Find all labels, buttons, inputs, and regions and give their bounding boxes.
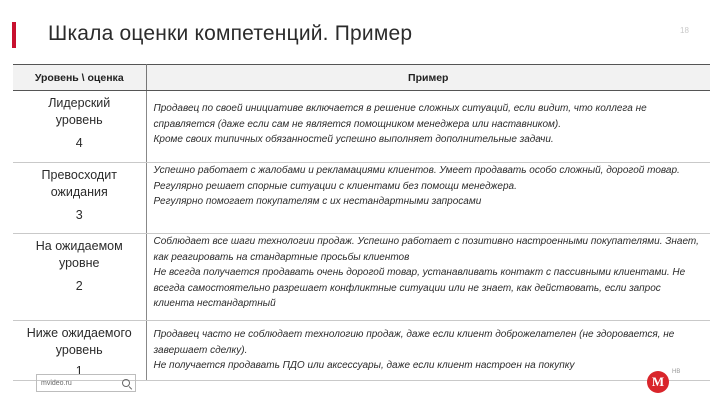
level-score: 4 [75,136,83,150]
level-score: 1 [75,364,83,378]
search-icon[interactable] [122,379,130,387]
competency-table [13,64,710,381]
table-row [13,321,710,381]
level-name: Лидерский уровень [48,96,111,127]
level-cell [13,321,146,381]
table-row [13,163,710,234]
level-name: Превосходит ожидания [41,168,117,199]
example-line: Регулярно решает спорные ситуации с клиентами без помощи менеджера. [153,180,517,192]
table-row [13,91,710,163]
example-line: Продавец по своей инициативе включается в решение сложных ситуаций, если видит, что коллега не справляется (даже если сам не является помощником менеджера или наставником). [153,103,647,130]
example-line: Продавец часто не соблюдает технологию продаж, даже если клиент доброжелателен (не здоровается, не завершает сделку). [153,329,675,356]
example-cell [146,91,710,163]
brand-logo-sub: НВ [672,369,681,375]
level-score: 2 [75,279,83,293]
example-line: Соблюдает все шаги технологии продаж. Успешно работает с позитивно настроенными покупателями. Знает, как реагировать на стандартные просьбы клиентов [153,236,699,263]
level-score: 3 [75,208,83,222]
page-title: Шкала оценки компетенций. Пример [48,22,413,45]
level-cell [13,91,146,163]
example-line: Регулярно помогает покупателям с их нестандартными запросами [153,196,482,207]
example-line: Кроме своих типичных обязанностей успешно выполняет дополнительные задачи. [153,134,554,145]
level-cell [13,163,146,234]
site-link[interactable]: mvideo.ru [41,380,72,387]
table-row [13,234,710,321]
column-header-example: Пример [146,65,710,91]
example-cell [146,321,710,381]
table-header-row [13,65,710,91]
brand-logo: М [647,371,669,393]
example-cell [146,163,710,234]
site-search-box[interactable] [36,374,136,392]
title-accent-bar [12,22,16,48]
column-header-level: Уровень \ оценка [13,65,146,91]
example-line: Успешно работает с жалобами и рекламациями клиентов. Умеет продавать особо сложный, дорогой товар. [153,165,680,176]
level-cell [13,234,146,321]
slide-number: 18 [680,26,689,35]
example-cell [146,234,710,321]
level-name: Ниже ожидаемого уровень [26,326,132,357]
example-line: Не получается продавать ПДО или аксессуары, даже если клиент настроен на покупку [153,360,575,371]
level-name: На ожидаемом уровне [35,239,123,270]
example-line: Не всегда получается продавать очень дорогой товар, устанавливать контакт с пассивными клиентами. Не всегда самостоятельно разрешает конфликтные ситуации или не знает, как действовать, если запрос клиента нестандартный [153,267,686,309]
